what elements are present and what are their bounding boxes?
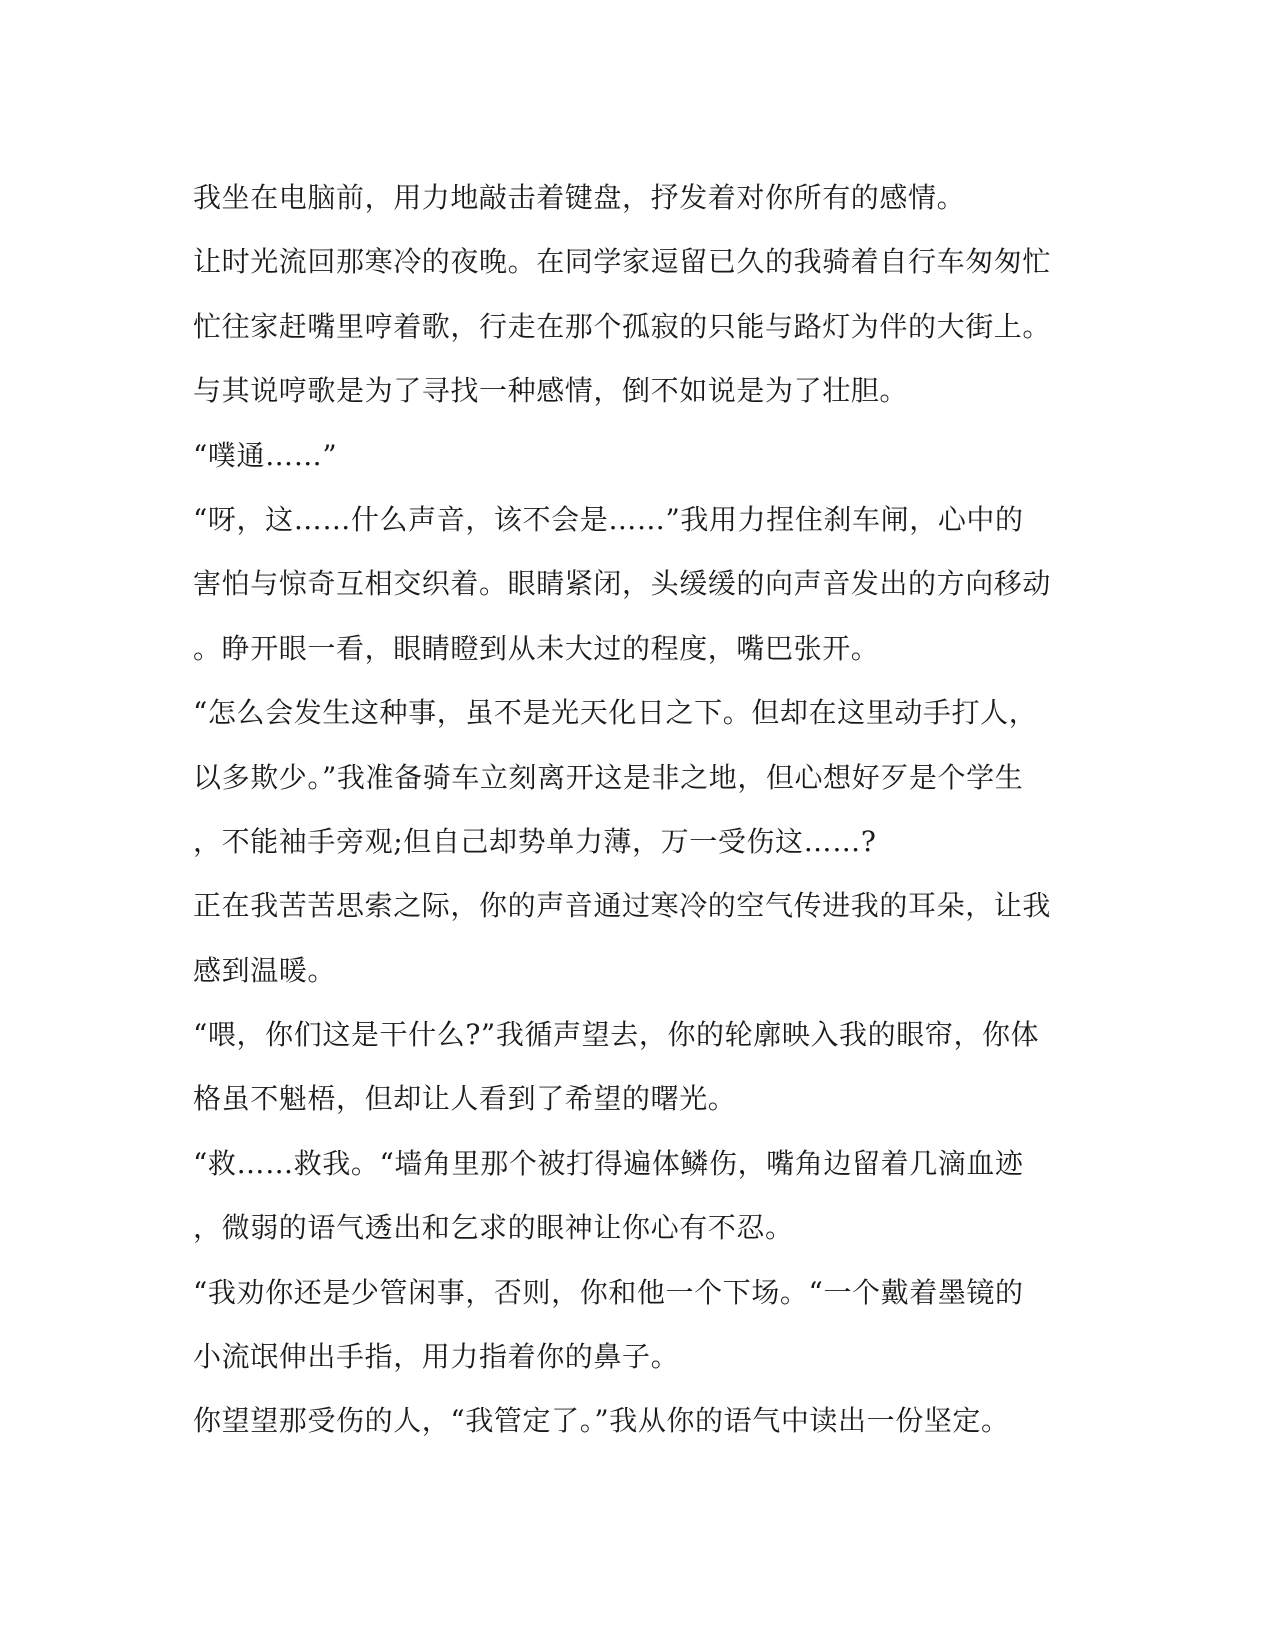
text-line: “我劝你还是少管闲事，否则，你和他一个下场。“一个戴着墨镜的 <box>193 1275 1024 1309</box>
text-line: 我坐在电脑前，用力地敲击着键盘，抒发着对你所有的感情。 <box>193 181 966 214</box>
text-line: ，不能袖手旁观;但自己却势单力薄，万一受伤这……? <box>193 824 877 858</box>
text-line: 让时光流回那寒冷的夜晚。在同学家逗留已久的我骑着自行车匆匆忙 <box>193 245 1052 279</box>
text-line: “救……救我。“墙角里那个被打得遍体鳞伤，嘴角边留着几滴血迹 <box>193 1146 1024 1180</box>
text-line: “怎么会发生这种事，虽不是光天化日之下。但却在这里动手打人， <box>193 696 1038 730</box>
text-line: “喂，你们这是干什么?”我循声望去，你的轮廓映入我的眼帘，你体 <box>193 1018 1040 1052</box>
text-line: 你望望那受伤的人，“我管定了。”我从你的语气中读出一份坚定。 <box>193 1404 1010 1438</box>
text-line: 与其说哼歌是为了寻找一种感情，倒不如说是为了壮胆。 <box>193 374 909 408</box>
text-line: ，微弱的语气透出和乞求的眼神让你心有不忍。 <box>193 1211 794 1245</box>
text-line: 小流氓伸出手指，用力指着你的鼻子。 <box>193 1340 680 1374</box>
text-line: “噗通……” <box>193 438 338 472</box>
text-line: 以多欺少。”我准备骑车立刻离开这是非之地，但心想好歹是个学生 <box>193 760 1024 794</box>
text-line: “呀，这……什么声音，该不会是……”我用力捏住刹车闸，心中的 <box>193 502 1024 536</box>
text-line: 格虽不魁梧，但却让人看到了希望的曙光。 <box>193 1082 737 1116</box>
text-line: 感到温暖。 <box>193 953 337 987</box>
text-line: 害怕与惊奇互相交织着。眼睛紧闭，头缓缓的向声音发出的方向移动 <box>193 567 1052 601</box>
text-line: 。睁开眼一看，眼睛瞪到从未大过的程度，嘴巴张开。 <box>193 631 880 665</box>
text-line: 正在我苦苦思索之际，你的声音通过寒冷的空气传进我的耳朵，让我 <box>193 889 1052 923</box>
text-line: 忙往家赶嘴里哼着歌，行走在那个孤寂的只能与路灯为伴的大街上。 <box>193 309 1052 343</box>
body-text <box>193 166 1093 1454</box>
